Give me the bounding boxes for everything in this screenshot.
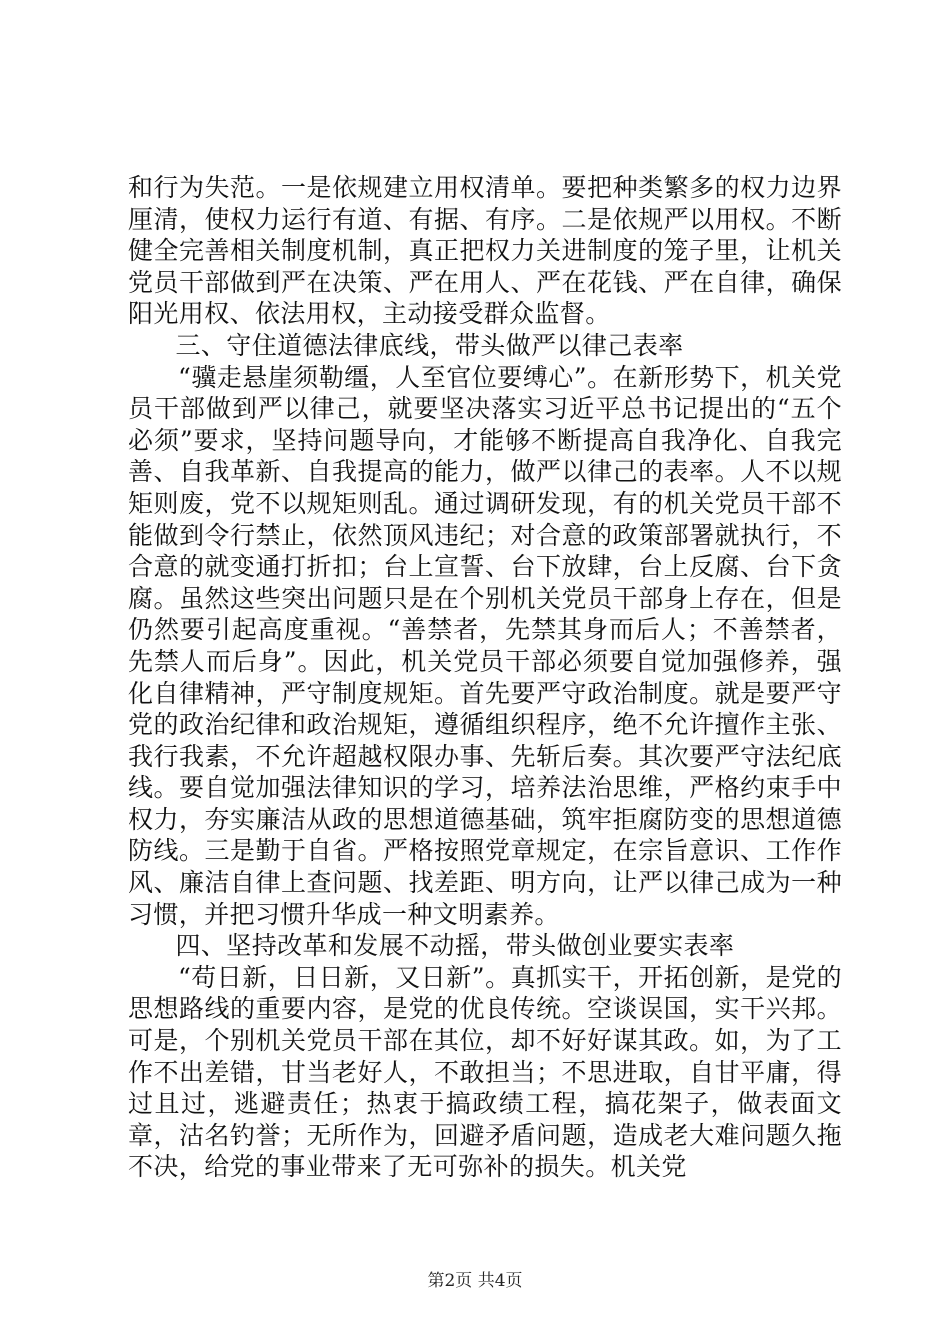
paragraph-self-discipline: “骥走悬崖须勒缰，人至官位要缚心”。在新形势下，机关党员干部做到严以律己，就要坚决落实习近平总书记提出的“五个必须”要求，坚持问题导向，才能够不断提高自我净化、自我完善、自我革新、自我提高的能力，做严以律己的表率。人不以规矩则废，党不以规矩则乱。通过调研发现，有的机关党员干部不能做到令行禁止，依然顶风违纪；对合意的政策部署就执行，不合意的就变通打折扣；台上宣誓、台下放肆，台上反腐、台下贪腐。虽然这些突出问题只是在个别机关党员干部身上存在，但是仍然要引起高度重视。“善禁者，先禁其身而后人；不善禁者，先禁人而后身”。因此，机关党员干部必须要自觉加强修养，强化自律精神，严守制度规矩。首先要严守政治制度。就是要严守党的政治纪律和政治规矩，遵循组织程序，绝不允许擅作主张、我行我素，不允许超越权限办事、先斩后奏。其次要严守法纪底线。要自觉加强法律知识的学习，培养法治思维，严格约束手中权力，夯实廉洁从政的思想道德基础，筑牢拒腐防变的思想道德防线。三是勤于自省。严格按照党章规定，在宗旨意识、工作作风、廉洁自律上查问题、找差距、明方向，让严以律己成为一种习惯，并把习惯升华成一种文明素养。 [128,362,842,929]
section-heading-four: 四、坚持改革和发展不动摇，带头做创业要实表率 [175,931,735,961]
document-body [128,172,842,1183]
paragraph-reform: “苟日新，日日新，又日新”。真抓实干，开拓创新，是党的思想路线的重要内容，是党的优良传统。空谈误国，实干兴邦。可是，个别机关党员干部在其位，却不好好谋其政。如，为了工作不出差错，甘当老好人，不敢担当；不思进取，自甘平庸，得过且过，逃避责任；热衷于搞政绩工程，搞花架子，做表面文章，沽名钓誉；无所作为，回避矛盾问题，造成老大难问题久拖不决，给党的事业带来了无可弥补的损失。机关党 [128,962,842,1182]
section-heading-three: 三、守住道德法律底线，带头做严以律己表率 [175,330,684,360]
page-number-footer: 第2页 共4页 [427,1271,523,1291]
paragraph-continued: 和行为失范。一是依规建立用权清单。要把种类繁多的权力边界厘清，使权力运行有道、有据、有序。二是依规严以用权。不断健全完善相关制度机制，真正把权力关进制度的笼子里，让机关党员干部做到严在决策、严在用人、严在花钱、严在自律，确保阳光用权、依法用权，主动接受群众监督。 [128,173,842,329]
